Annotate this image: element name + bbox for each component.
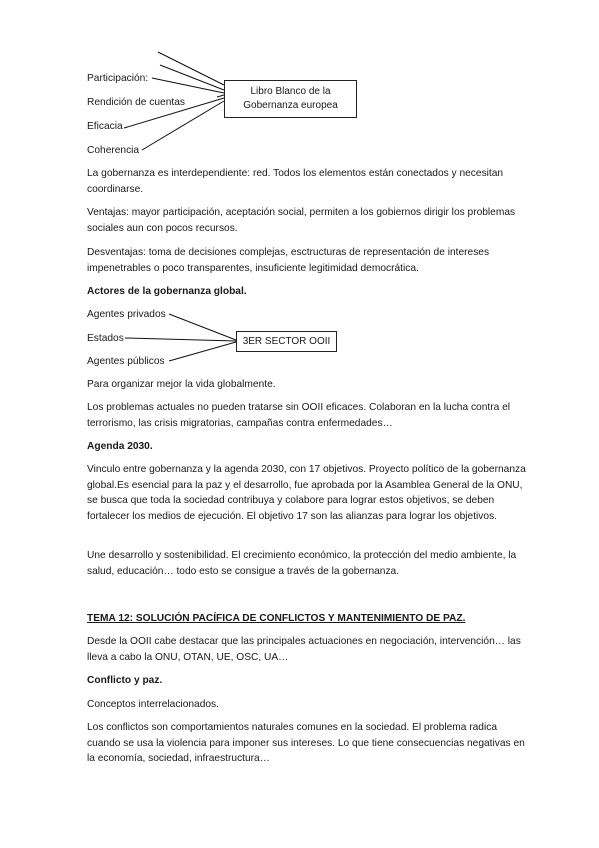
paragraph-sostenibilidad: Une desarrollo y sostenibilidad. El crecimiento económico, la protección del medio ambiente, la salud, educación… todo esto se consigue a través de la gobernanza.: [87, 550, 517, 577]
libro-blanco-line1: Libro Blanco de la: [250, 86, 331, 97]
diagram2-item-privados: Agentes privados: [87, 309, 166, 320]
diagram1-item-eficacia: Eficacia: [87, 121, 123, 132]
paragraph-conflictos: Los conflictos son comportamientos naturales comunes en la sociedad. El problema radica cuando se usa la violencia para imponer sus intereses. Lo que tiene consecuencias negativas en la economía, sociedad, infraestructura…: [87, 722, 525, 764]
diagram2-item-estados: Estados: [87, 333, 124, 344]
heading-conflicto: Conflicto y paz.: [87, 675, 163, 686]
libro-blanco-line2: Gobernanza europea: [243, 100, 338, 111]
paragraph-conceptos: Conceptos interrelacionados.: [87, 699, 219, 710]
paragraph-organizar: Para organizar mejor la vida globalmente.: [87, 379, 276, 390]
diagram1-item-coherencia: Coherencia: [87, 145, 140, 156]
heading-tema-12: TEMA 12: SOLUCIÓN PACÍFICA DE CONFLICTOS Y MANTENIMIENTO DE PAZ.: [87, 613, 466, 624]
paragraph-interdependiente: La gobernanza es interdependiente: red. Todos los elementos están conectados y necesitan coordinarse.: [87, 168, 504, 195]
paragraph-problemas: Los problemas actuales no pueden tratarse sin OOII eficaces. Colaboran en la lucha contra el terrorismo, las crisis migratorias, campañas contra enfermedades…: [87, 402, 511, 429]
paragraph-vinculo: Vinculo entre gobernanza y la agenda 2030, con 17 objetivos. Proyecto político de la gobernanza global.Es esencial para la paz y el desarrollo, fue aprobada por la Asamblea General de la ONU, se busca que toda la sociedad contribuya y colabore para lograr estos objetivos, se deben fortalecer los medios de ejecución. El objetivo 17 son las alianzas para lograr los objetivos.: [87, 464, 526, 522]
heading-agenda: Agenda 2030.: [87, 441, 153, 452]
diagram2-item-publicos: Agentes públicos: [87, 356, 165, 367]
paragraph-desventajas: Desventajas: toma de decisiones complejas, esctructuras de representación de intereses impenetrables o poco transparentes, insuficiente legitimidad democrática.: [87, 247, 490, 274]
libro-blanco-box: [224, 80, 357, 118]
diagram1-item-participacion: Participación:: [87, 73, 149, 84]
heading-actores: Actores de la gobernanza global.: [87, 286, 247, 297]
tercer-sector-box: 3ER SECTOR OOII: [236, 331, 337, 352]
diagram1-item-rendicion: Rendición de cuentas: [87, 97, 185, 108]
paragraph-ooii: Desde la OOII cabe destacar que las principales actuaciones en negociación, intervención… las lleva a cabo la ONU, OTAN, UE, OSC, UA…: [87, 636, 521, 663]
paragraph-ventajas: Ventajas: mayor participación, aceptación social, permiten a los gobiernos dirigir los problemas sociales aun con pocos recursos.: [87, 207, 516, 234]
